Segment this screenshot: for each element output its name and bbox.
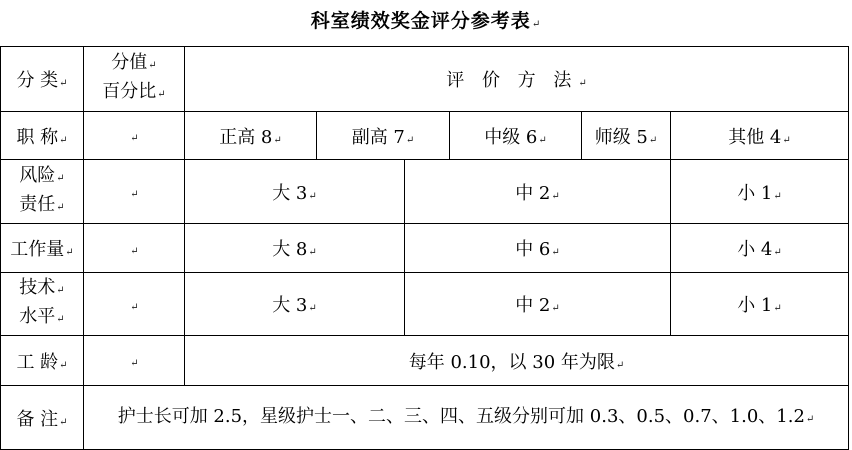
remarks-text-content: 护士长可加 2.5，星级护士一、二、三、四、五级分别可加 0.3、0.5、0.7、1.0、1.2 — [117, 405, 805, 427]
title-option-3-text: 中级 6 — [484, 126, 538, 148]
table-title — [0, 6, 852, 33]
header-value-line1: 分值 — [111, 52, 148, 73]
paragraph-mark-icon: ↵ — [551, 247, 560, 258]
title-option-1-text: 正高 8 — [219, 126, 273, 148]
risk-option-low — [671, 160, 849, 224]
paragraph-mark-icon: ↵ — [578, 78, 587, 89]
paragraph-mark-icon: ↵ — [538, 134, 547, 146]
row-label-skill-line1: 技术 — [19, 277, 56, 298]
row-label-skill — [1, 273, 84, 336]
row-label-risk-line1: 风险 — [19, 164, 56, 186]
paragraph-mark-icon: ↵ — [130, 133, 139, 144]
title-option-2-text: 副高 7 — [351, 126, 405, 148]
paragraph-mark-icon: ↵ — [65, 247, 74, 258]
table-row-remarks — [1, 386, 849, 450]
workload-option-high — [185, 224, 405, 273]
skill-option-mid-text: 中 2 — [515, 295, 551, 316]
paragraph-mark-icon: ↵ — [773, 190, 782, 202]
remarks-text — [84, 386, 849, 450]
paragraph-mark-icon: ↵ — [308, 303, 317, 314]
table-row-workload — [1, 224, 849, 273]
title-option-4 — [582, 112, 671, 160]
workload-option-low — [671, 224, 849, 273]
paragraph-mark-icon: ↵ — [56, 285, 65, 296]
title-option-3 — [450, 112, 582, 160]
paragraph-mark-icon: ↵ — [130, 358, 139, 369]
row-label-remarks — [1, 386, 84, 450]
workload-option-high-text: 大 8 — [272, 239, 308, 260]
row-value-risk — [84, 160, 185, 224]
table-row-skill — [1, 273, 849, 336]
paragraph-mark-icon: ↵ — [308, 190, 317, 202]
row-label-seniority — [1, 336, 84, 386]
row-value-seniority — [84, 336, 185, 386]
skill-option-mid — [405, 273, 671, 336]
table-title-text: 科室绩效奖金评分参考表 — [310, 10, 531, 32]
risk-option-high — [185, 160, 405, 224]
paragraph-mark-icon: ↵ — [59, 416, 68, 428]
skill-option-high — [185, 273, 405, 336]
paragraph-mark-icon: ↵ — [56, 201, 65, 213]
title-option-5 — [671, 112, 849, 160]
table-row-title — [1, 112, 849, 160]
row-label-title-text: 职 称 — [16, 126, 59, 148]
paragraph-mark-icon: ↵ — [308, 247, 317, 258]
header-row — [1, 47, 849, 112]
paragraph-mark-icon: ↵ — [130, 301, 139, 313]
header-category-text: 分 类 — [16, 70, 59, 91]
paragraph-mark-icon: ↵ — [56, 172, 65, 184]
row-value-workload — [84, 224, 185, 273]
title-option-4-text: 师级 5 — [594, 126, 648, 148]
workload-option-mid-text: 中 6 — [515, 239, 551, 260]
paragraph-mark-icon: ↵ — [648, 134, 658, 146]
row-label-workload-text: 工作量 — [10, 239, 65, 260]
row-label-seniority-text: 工 龄 — [16, 351, 59, 373]
paragraph-mark-icon: ↵ — [805, 413, 815, 425]
paragraph-mark-icon: ↵ — [130, 245, 139, 257]
paragraph-mark-icon: ↵ — [157, 89, 166, 100]
paragraph-mark-icon: ↵ — [405, 134, 415, 146]
paragraph-mark-icon: ↵ — [59, 78, 68, 89]
paragraph-mark-icon: ↵ — [551, 303, 560, 314]
paragraph-mark-icon: ↵ — [773, 303, 782, 314]
paragraph-mark-icon: ↵ — [130, 189, 139, 200]
header-method-text: 评 价 方 法 — [446, 70, 578, 91]
title-option-2 — [317, 112, 450, 160]
workload-option-mid — [405, 224, 671, 273]
paragraph-mark-icon: ↵ — [148, 60, 157, 71]
skill-option-low-text: 小 1 — [737, 295, 773, 316]
paragraph-mark-icon: ↵ — [273, 134, 282, 146]
table-row-seniority — [1, 336, 849, 386]
row-label-workload — [1, 224, 84, 273]
row-value-title — [84, 112, 185, 160]
paragraph-mark-icon: ↵ — [782, 134, 791, 146]
header-method — [185, 47, 849, 112]
table-row-risk — [1, 160, 849, 224]
row-label-risk — [1, 160, 84, 224]
risk-option-low-text: 小 1 — [737, 182, 773, 204]
score-table — [0, 46, 849, 450]
paragraph-mark-icon: ↵ — [531, 19, 542, 30]
paragraph-mark-icon: ↵ — [59, 134, 68, 146]
row-label-remarks-text: 备 注 — [16, 408, 59, 430]
title-option-5-text: 其他 4 — [728, 126, 782, 148]
seniority-method — [185, 336, 849, 386]
row-value-skill — [84, 273, 185, 336]
skill-option-high-text: 大 3 — [272, 295, 308, 316]
workload-option-low-text: 小 4 — [737, 239, 773, 260]
header-category — [1, 47, 84, 112]
row-label-title — [1, 112, 84, 160]
risk-option-mid-text: 中 2 — [515, 182, 551, 204]
title-option-1 — [185, 112, 317, 160]
skill-option-low — [671, 273, 849, 336]
row-label-risk-line2: 责任 — [19, 193, 56, 215]
paragraph-mark-icon: ↵ — [59, 359, 68, 371]
header-value — [84, 47, 185, 112]
row-label-skill-line2: 水平 — [19, 306, 56, 327]
paragraph-mark-icon: ↵ — [56, 314, 65, 325]
risk-option-high-text: 大 3 — [272, 182, 308, 204]
paragraph-mark-icon: ↵ — [773, 247, 782, 258]
risk-option-mid — [405, 160, 671, 224]
paragraph-mark-icon: ↵ — [551, 190, 560, 202]
header-value-line2: 百分比 — [102, 81, 157, 102]
paragraph-mark-icon: ↵ — [615, 359, 625, 371]
seniority-method-text: 每年 0.10，以 30 年为限 — [408, 351, 615, 373]
